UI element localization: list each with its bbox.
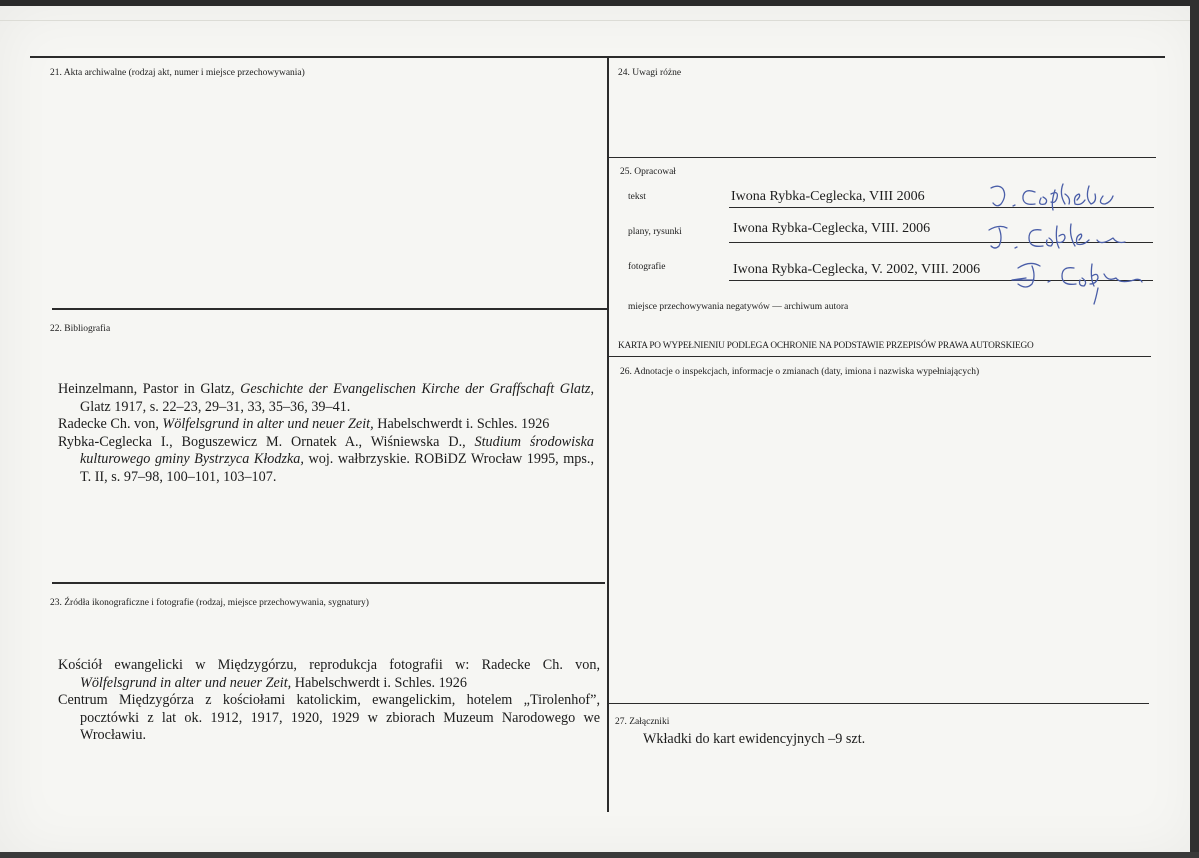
signature-1-icon	[985, 180, 1135, 212]
section-27-label: 27. Załączniki	[615, 717, 670, 727]
iconography-entry	[58, 692, 600, 745]
row-tekst-value: Iwona Rybka-Ceglecka, VIII 2006	[731, 189, 925, 204]
iconography-list	[58, 657, 600, 745]
signature-2-icon	[985, 218, 1135, 254]
row-tekst-key: tekst	[628, 192, 646, 202]
bibliography-entry	[58, 381, 594, 416]
italic-title: Wölfelsgrund in alter und neuer Zeit,	[80, 674, 292, 691]
scan-edge-bottom	[0, 852, 1199, 858]
bibliography-list	[58, 381, 594, 487]
bibliography-entry	[58, 434, 594, 487]
text-run: woj. wałbrzyskie. ROBiDZ Wrocław 1995, mps., T. II, s. 97–98, 100–101, 103–107.	[80, 451, 594, 485]
text-run: Habelschwerdt i. Schles. 1926	[291, 674, 467, 691]
section-25-label: 25. Opracował	[620, 167, 676, 177]
rule-22-23	[52, 582, 605, 584]
row-foto-key: fotografie	[628, 262, 666, 272]
row-plany-key: plany, rysunki	[628, 227, 682, 237]
fold-line	[0, 20, 1190, 21]
section-23-label: 23. Źródła ikonograficzne i fotografie (rodzaj, miejsce przechowywania, sygnatury)	[50, 598, 369, 608]
text-run: Habelschwerdt i. Schles. 1926	[373, 416, 550, 433]
rule-21-22	[52, 308, 609, 310]
text-run: Rybka-Ceglecka I., Boguszewicz M. Ornatek A., Wiśniewska D.,	[58, 433, 475, 450]
center-divider	[607, 57, 609, 812]
text-run: , Glatz 1917, s. 22–23, 29–31, 33, 35–36, 39–41.	[80, 381, 594, 415]
italic-title: Wölfelsgrund in alter und neuer Zeit,	[162, 416, 374, 433]
italic-title: Geschichte der Evangelischen Kirche der Graffschaft Glatz	[240, 381, 591, 397]
text-run: Kościół ewangelicki w Międzygórzu, reprodukcja fotografii w: Radecke Ch. von,	[58, 657, 600, 673]
signature-3-icon	[1010, 258, 1155, 308]
section-22-label: 22. Bibliografia	[50, 324, 111, 334]
text-run: Centrum Międzygórza z kościołami katolickim, ewangelickim, hotelem „Tirolenhof”, pocztówki z lat ok. 1912, 1917, 1920, 1929 w zbiorach Muzeum Narodowego we Wrocławiu.	[58, 692, 600, 744]
section-26-label: 26. Adnotacje o inspekcjach, informacje o zmianach (daty, imiona i nazwiska wypełniających)	[620, 367, 980, 377]
attachments-text: Wkładki do kart ewidencyjnych –9 szt.	[643, 731, 866, 747]
bibliography-entry	[58, 416, 594, 434]
iconography-entry	[58, 657, 600, 692]
row-plany-value: Iwona Rybka-Ceglecka, VIII. 2006	[733, 221, 931, 236]
italic-title: Studium środowiska kulturowego gminy Bystrzyca Kłodzka,	[80, 433, 594, 468]
text-run: Heinzelmann, Pastor in Glatz,	[58, 381, 241, 397]
negatives-storage: miejsce przechowywania negatywów — archiwum autora	[628, 302, 849, 312]
scan-edge-right	[1190, 0, 1199, 858]
section-21-label: 21. Akta archiwalne (rodzaj akt, numer i miejsce przechowywania)	[50, 68, 305, 78]
row-foto-value: Iwona Rybka-Ceglecka, V. 2002, VIII. 2006	[733, 262, 981, 277]
copyright-notice: KARTA PO WYPEŁNIENIU PODLEGA OCHRONIE NA PODSTAWIE PRZEPISÓW PRAWA AUTORSKIEGO	[618, 341, 1034, 351]
top-rule	[30, 56, 1165, 58]
rule-24-25	[609, 157, 1156, 158]
rule-25-26	[609, 356, 1151, 357]
section-24-label: 24. Uwagi różne	[618, 68, 682, 78]
rule-26-27	[609, 703, 1149, 704]
text-run: Radecke Ch. von,	[58, 416, 163, 433]
inventory-card	[0, 6, 1199, 858]
